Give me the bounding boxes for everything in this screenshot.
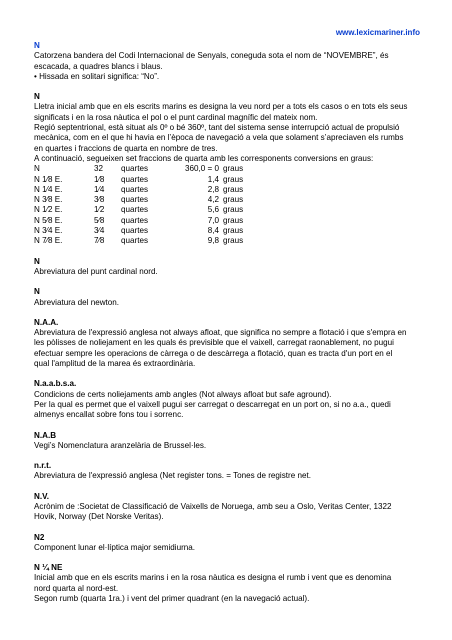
table-cell: 8,4 bbox=[207, 226, 219, 236]
table-cell: N 1⁄2 E. bbox=[34, 205, 63, 215]
entry-text-line: efectuar sempre les operacions de càrrega o de descàrrega a flotació, quan es tracta d'un port en el bbox=[34, 348, 393, 358]
table-cell: 5⁄8 bbox=[94, 215, 105, 225]
entry-text-line: Segon rumb (quarta 1ra.) i vent del primer quadrant (en la navegació actual). bbox=[34, 594, 310, 604]
table-cell: 32 bbox=[94, 164, 104, 174]
entry-headword: N bbox=[34, 92, 40, 102]
table-cell: 2,8 bbox=[207, 184, 219, 194]
table-row bbox=[34, 216, 243, 226]
table-cell: 1⁄4 bbox=[94, 184, 105, 194]
entry-text-line: significats i en la rosa nàutica el pol o el punt cardinal magnífic del mateix nom. bbox=[34, 112, 318, 122]
dictionary-entry bbox=[34, 563, 421, 604]
entry-text-line: Catorzena bandera del Codi Internacional de Senyals, coneguda sota el nom de “NOVEMBRE”, és bbox=[34, 51, 389, 61]
table-cell: graus bbox=[222, 226, 244, 236]
table-cell: 1,4 bbox=[207, 174, 219, 184]
table-cell: quartes bbox=[121, 226, 148, 236]
entry-headword: N bbox=[34, 256, 40, 266]
dictionary-entry bbox=[34, 533, 421, 554]
entries-list bbox=[34, 30, 421, 604]
entry-text-line: A continuació, segueixen set fraccions de quarta amb les corresponents conversions en graus: bbox=[34, 153, 374, 163]
table-cell: N 1⁄4 E. bbox=[34, 184, 63, 194]
entry-text-line: nord quarta al nord-est. bbox=[34, 583, 119, 593]
table-cell: N 1⁄8 E. bbox=[34, 174, 63, 184]
table-cell: N 7⁄8 E. bbox=[34, 236, 63, 246]
entry-headword: N bbox=[34, 287, 40, 297]
entry-text-line: escacada, a quadres blancs i blaus. bbox=[34, 61, 163, 71]
entry-text-line: Inicial amb que en els escrits marins i en la rosa nàutica es designa el rumb i vent que es denomina bbox=[34, 573, 392, 583]
table-cell: 4,2 bbox=[207, 195, 219, 205]
dictionary-entry bbox=[34, 431, 421, 452]
table-cell: 9,8 bbox=[207, 236, 219, 246]
entry-headword: N.V. bbox=[34, 491, 49, 501]
table-cell: quartes bbox=[121, 205, 148, 215]
table-cell: graus bbox=[222, 174, 244, 184]
table-cell: graus bbox=[222, 205, 244, 215]
entry-headword: N2 bbox=[34, 532, 45, 542]
dictionary-entry bbox=[34, 41, 421, 82]
entry-headword: N.a.a.b.s.a. bbox=[34, 379, 77, 389]
table-cell: graus bbox=[222, 195, 244, 205]
table-cell: N 5⁄8 E. bbox=[34, 215, 63, 225]
entry-headword: N ¼ NE bbox=[34, 563, 63, 573]
entry-text-line: almenys encallat sobre fons tou i sorrenc. bbox=[34, 410, 184, 420]
table-cell: 7⁄8 bbox=[94, 236, 105, 246]
table-cell: graus bbox=[222, 184, 244, 194]
table-cell: quartes bbox=[121, 174, 148, 184]
table-cell: graus bbox=[222, 164, 244, 174]
entry-text-line: Lletra inicial amb que en els escrits marins es designa la veu nord per a tots els casos o en tots els seus bbox=[34, 102, 408, 112]
entry-headword: n.r.t. bbox=[34, 461, 52, 471]
dictionary-entry bbox=[34, 287, 421, 308]
quarter-conversion-table bbox=[34, 164, 243, 246]
table-cell: quartes bbox=[121, 236, 148, 246]
table-cell: graus bbox=[222, 215, 244, 225]
entry-text-line: Acrònim de :Societat de Classificació de Vaixells de Noruega, amb seu a Oslo, Veritas Center, 1322 bbox=[34, 501, 392, 511]
table-cell: graus bbox=[222, 236, 244, 246]
entry-text-line: mecànica, com en el que hi havia en l’època de navegació a vela que solament s’apreciaven els rumbs bbox=[34, 133, 404, 143]
entry-headword: N.A.A. bbox=[34, 317, 59, 327]
entry-text-line: • Hissada en solitari significa: “No”. bbox=[34, 71, 160, 81]
site-url-link[interactable]: www.lexicmariner.info bbox=[335, 28, 420, 37]
table-row bbox=[34, 164, 243, 174]
dictionary-entry bbox=[34, 492, 421, 523]
entry-text-line: Abreviatura de l'expressió anglesa (Net register tons. = Tones de registre net. bbox=[34, 471, 311, 481]
entry-text-line: Abreviatura del newton. bbox=[34, 297, 120, 307]
entry-text-line: qual l'amplitud de la marea és extraordinària. bbox=[34, 359, 196, 369]
entry-text-line: les pòlisses de noliejament en les quals és previsible que el vaixell, carregat raonablement, no pugui bbox=[34, 338, 394, 348]
table-cell: 1⁄8 bbox=[94, 174, 105, 184]
entry-headword: N bbox=[34, 41, 40, 50]
table-row bbox=[34, 205, 243, 215]
table-cell: N bbox=[34, 164, 40, 174]
dictionary-entry bbox=[34, 318, 421, 369]
table-cell: 5,6 bbox=[207, 205, 219, 215]
table-cell: 360,0 = 0 bbox=[185, 164, 219, 174]
dictionary-entry bbox=[34, 92, 421, 246]
dictionary-entry bbox=[34, 379, 421, 420]
entry-text-line: Abreviatura del punt cardinal nord. bbox=[34, 266, 158, 276]
table-row bbox=[34, 185, 243, 195]
entry-headword: N.A.B bbox=[34, 430, 57, 440]
table-cell: 1⁄2 bbox=[94, 205, 105, 215]
entry-text-line: Condicions de certs noliejaments amb angles (Not always afloat but safe aground). bbox=[34, 389, 332, 399]
table-row bbox=[34, 226, 243, 236]
dictionary-entry bbox=[34, 461, 421, 482]
entry-text-line: Vegi’s Nomenclatura aranzelària de Brussel·les. bbox=[34, 440, 207, 450]
table-cell: 3⁄8 bbox=[94, 195, 105, 205]
table-cell: quartes bbox=[121, 164, 148, 174]
table-cell: quartes bbox=[121, 184, 148, 194]
entry-text-line: Per la qual es permet que el vaixell pugui ser carregat o descarregat en un port on, si no a.a., quedi bbox=[34, 399, 391, 409]
table-cell: N 3⁄4 E. bbox=[34, 226, 63, 236]
entry-text-line: Hovik, Norway (Det Norske Veritas). bbox=[34, 512, 164, 522]
entry-text-line: Abreviatura de l'expressió anglesa not always afloat, que significa no sempre a flotació i que s'empra en bbox=[34, 328, 407, 338]
table-row bbox=[34, 175, 243, 185]
table-cell: N 3⁄8 E. bbox=[34, 195, 63, 205]
table-row bbox=[34, 236, 243, 246]
entry-text-line: en quartes i fraccions de quarta en nombre de tres. bbox=[34, 143, 218, 153]
table-cell: quartes bbox=[121, 215, 148, 225]
entry-text-line: Regió septentrional, està situat als 0º o bé 360º, tant del sistema sense interrupció actual de propulsió bbox=[34, 123, 400, 133]
table-cell: quartes bbox=[121, 195, 148, 205]
table-cell: 3⁄4 bbox=[94, 226, 105, 236]
dictionary-entry bbox=[34, 257, 421, 278]
table-cell: 7,0 bbox=[207, 215, 219, 225]
entry-text-line: Component lunar el·líptica major semidiurna. bbox=[34, 542, 196, 552]
table-row bbox=[34, 195, 243, 205]
